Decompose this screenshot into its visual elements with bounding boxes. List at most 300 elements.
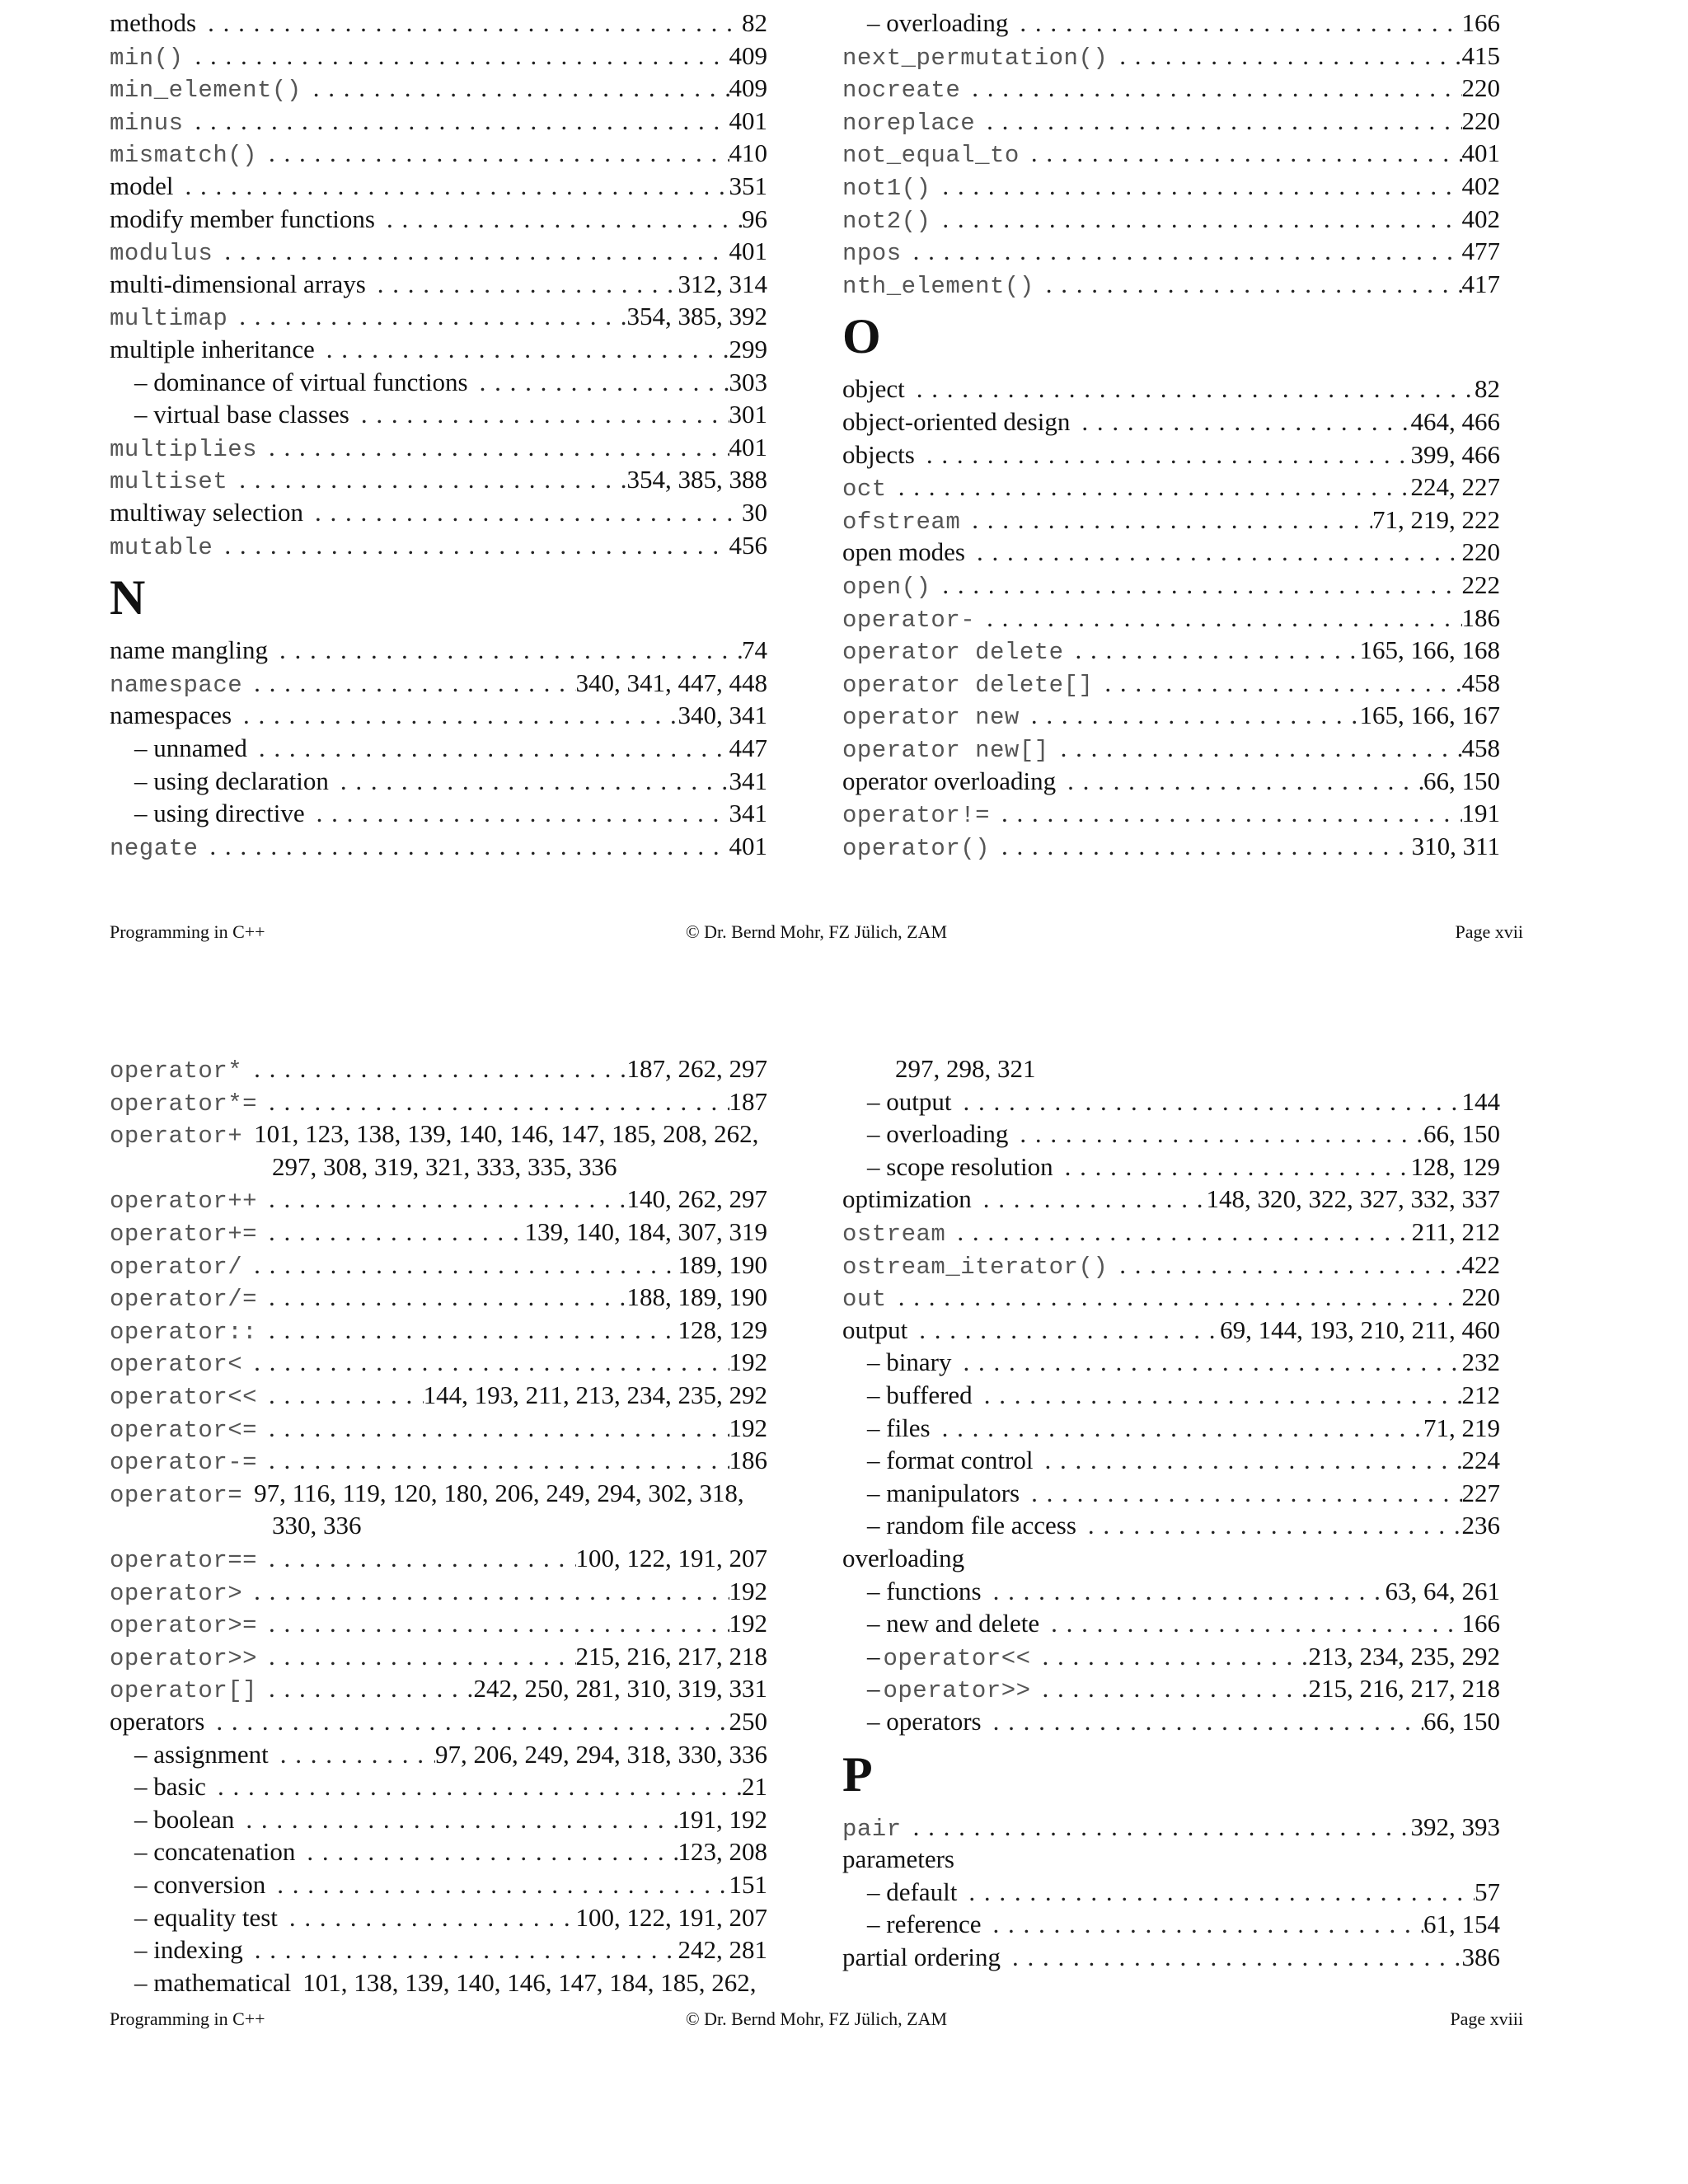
leader-dots [204,1707,729,1736]
index-term: operators [110,1707,205,1736]
page-references: 299 [729,335,767,363]
page-references: 215, 216, 217, 218 [575,1641,767,1671]
index-term: – buffered [867,1380,973,1409]
leader-dots [213,237,729,266]
leader-dots [982,1910,1423,1939]
page-references: 402 [1461,171,1500,200]
leader-dots [269,1740,435,1769]
index-term: multiset [110,468,228,496]
index-entry [842,41,1500,74]
page-references: 144, 193, 211, 213, 234, 235, 292 [423,1380,767,1409]
leader-dots [366,269,678,299]
section-letter-n: N [110,570,146,626]
index-term: operator>= [110,1612,258,1640]
leader-dots [468,368,729,397]
page-references: 447 [729,733,767,762]
leader-dots [1049,733,1462,763]
index-entry [110,1609,767,1642]
leader-dots [915,440,1411,470]
index-term: – format control [867,1446,1034,1475]
leader-dots [1053,1152,1411,1182]
index-subentry [867,1642,1500,1675]
index-subentry [867,1707,1500,1740]
index-entry [842,832,1500,865]
index-term: – mathematical [134,1967,292,1997]
index-term: ostream_iterator() [842,1253,1109,1281]
index-term: operator delete [842,639,1064,667]
index-term: oct [842,476,887,504]
index-term: – concatenation [134,1837,296,1867]
index-entry [842,1217,1500,1250]
index-term: – files [867,1413,931,1442]
index-term: objects [842,439,915,469]
index-entry [110,1544,767,1577]
leader-dots [184,41,729,71]
page-references: 191, 192 [678,1804,767,1834]
index-entry [110,1282,767,1315]
index-term: operator new[] [842,737,1049,764]
index-term: nocreate [842,77,961,105]
index-term: min_element() [110,77,302,105]
page-references: 417 [1461,269,1500,298]
footer-title: Programming in C++ [110,921,265,942]
index-subentry [867,1674,1500,1707]
page-references: 458 [1461,733,1500,762]
index-subentry [134,368,767,401]
leader-dots [268,635,742,665]
index-term: operator+ [110,1122,243,1151]
leader-dots [257,1642,575,1671]
page-references: 340, 341 [678,701,767,730]
index-entry [110,302,767,335]
page-references: 227 [1461,1478,1500,1507]
leader-dots [975,603,1461,633]
page-references: 66, 150 [1423,1707,1500,1736]
leader-dots [951,1087,1461,1117]
index-subentry [134,1740,767,1773]
page-references: 409 [729,73,767,103]
leader-dots [957,1877,1475,1907]
index-term: – using declaration [134,766,329,795]
index-term: – indexing [134,1935,243,1965]
page-references: 212 [1461,1380,1500,1409]
leader-dots [902,237,1462,266]
page-references: 188, 189, 190 [626,1282,767,1312]
index-term: – boolean [134,1804,235,1834]
leader-dots [349,400,729,429]
index-subentry [867,1380,1500,1413]
page-references: 354, 385, 388 [626,465,767,494]
index-term: multimap [110,305,228,333]
index-subentry [867,1910,1500,1943]
leader-dots [1008,1119,1423,1149]
index-term: operator/ [110,1253,243,1281]
leader-dots [1039,1609,1461,1638]
index-subentry [867,1479,1500,1511]
leader-dots [1093,668,1461,698]
leader-dots [1020,701,1360,730]
leader-dots [265,1870,729,1900]
index-entry [842,269,1500,302]
page-references: 189, 190 [678,1249,767,1279]
index-entry [842,635,1500,668]
page-references: 144 [1461,1086,1500,1116]
leader-dots [242,1054,626,1084]
index-subentry [134,733,767,766]
leader-dots [196,8,742,38]
page-references: 422 [1461,1249,1500,1279]
page-references: 186 [729,1446,767,1475]
page-references: 410 [729,138,767,168]
index-subentry [867,8,1500,41]
leader-dots [975,106,1461,136]
index-entry [842,668,1500,701]
index-term: not1() [842,175,931,202]
leader-dots [972,1184,1207,1214]
leader-dots [242,1347,729,1377]
index-entry [110,668,767,701]
index-term: negate [110,834,199,862]
index-entry [110,1674,767,1707]
leader-dots [973,1380,1462,1410]
leader-dots [1031,1674,1309,1704]
index-term: – output [867,1086,952,1116]
index-term: modulus [110,240,213,268]
index-entry [842,440,1500,473]
index-term: operator:: [110,1318,258,1346]
index-term: – default [867,1877,958,1906]
index-term: operator++ [110,1188,258,1216]
leader-dots [960,73,1461,103]
page-references: 187 [729,1086,767,1116]
page-references: 128, 129 [1410,1151,1500,1181]
index-subentry [134,799,767,832]
index-entry [110,1315,767,1348]
page-references: 401 [729,105,767,135]
leader-dots [257,1087,729,1117]
index-entry [842,472,1500,505]
page-references: 341 [729,799,767,828]
index-term: ostream [842,1221,946,1248]
page-references: 402 [1461,204,1500,233]
page-references: 192 [729,1609,767,1638]
index-term: methods [110,8,197,37]
leader-dots [242,1250,678,1280]
page-references: 341 [729,766,767,795]
page-references: 191 [1461,799,1500,828]
index-subentry [134,1805,767,1838]
page-references: 458 [1461,668,1500,697]
index-term: – scope resolution [867,1151,1053,1181]
leader-dots [227,302,626,331]
page-references: 74 [742,635,767,665]
index-term: overloading [842,1544,965,1572]
page-references: 386 [1461,1943,1500,1971]
page-references: 166 [1461,1609,1500,1638]
index-entry [842,1943,1500,1975]
page-references: 101, 123, 138, 139, 140, 146, 147, 185, 208, 262, [254,1119,759,1149]
index-entry [842,1812,1500,1845]
page-references: 100, 122, 191, 207 [575,1902,767,1932]
index-entry [110,41,767,74]
page-references: 97, 116, 119, 120, 180, 206, 249, 294, 302, 318, [254,1478,744,1507]
index-term: – overloading [867,1119,1009,1149]
page-references: 301 [729,400,767,429]
leader-dots [295,1837,678,1867]
index-subentry [867,1413,1500,1446]
index-term: nth_element() [842,272,1034,300]
index-subentry [134,1968,767,2001]
page-references: 192 [729,1347,767,1377]
page-references: 224, 227 [1410,472,1500,502]
leader-dots [302,73,729,103]
leader-dots [257,1413,729,1443]
page-references: 21 [742,1772,767,1802]
page-references: 220 [1461,537,1500,567]
leader-dots [303,498,742,527]
leader-dots [257,1446,729,1475]
page-references: 215, 216, 217, 218 [1308,1674,1500,1704]
index-term: namespace [110,671,243,699]
section-letter-p: P [842,1746,873,1802]
index-subentry [867,1511,1500,1544]
index-entry [842,1544,1500,1577]
index-term: – dominance of virtual functions [134,367,468,396]
index-entry [842,407,1500,440]
page-references: 464, 466 [1410,407,1500,436]
page-references: 409 [729,40,767,70]
index-entry [110,701,767,733]
leader-dots [315,335,729,364]
index-term: – random file access [867,1511,1076,1540]
index-term: out [842,1286,887,1314]
index-term: operator overloading [842,766,1057,795]
index-entry [842,106,1500,139]
leader-dots [213,531,729,560]
page-references: 340, 341, 447, 448 [575,668,767,697]
index-term: operator= [110,1481,243,1509]
page-references: 242, 281 [678,1935,767,1965]
page-references: 310, 311 [1411,831,1500,860]
leader-dots [990,799,1461,828]
index-term: next_permutation() [842,44,1109,72]
leader-dots [257,138,729,168]
page-references: 97, 206, 249, 294, 318, 330, 336 [435,1739,767,1769]
page-references: 101, 138, 139, 140, 146, 147, 184, 185, 262, [302,1967,757,1997]
index-term: minus [110,109,184,137]
page-references: 66, 150 [1423,766,1500,795]
page-references: 165, 166, 168 [1359,635,1500,665]
page-references: 401 [729,831,767,860]
index-entry [110,1707,767,1740]
page-references: 66, 150 [1423,1119,1500,1149]
index-term: parameters [842,1844,954,1874]
page-references: 82 [1475,374,1500,404]
leader-dots [206,1772,742,1802]
leader-dots [243,1935,678,1965]
leader-dots [982,1707,1423,1736]
index-term: operator< [110,1351,243,1379]
leader-dots [965,537,1462,567]
index-subentry [867,1577,1500,1610]
index-term: – using directive [134,799,305,828]
index-term: operator>> [883,1677,1031,1705]
index-term: mutable [110,533,213,561]
leader-dots [1031,1642,1309,1671]
page-references: 312, 314 [678,269,767,298]
index-term: npos [842,240,902,268]
subentry-dash: – [867,1641,880,1671]
index-term: operator* [110,1057,243,1085]
index-term: optimization [842,1184,972,1214]
leader-dots [198,832,729,861]
index-entry [110,1184,767,1217]
leader-dots [990,832,1412,861]
index-entry [110,1642,767,1675]
index-term: – manipulators [867,1478,1020,1507]
leader-dots [1108,41,1461,71]
index-term: open modes [842,537,965,567]
leader-dots [257,1380,424,1410]
index-subentry [134,766,767,799]
footer-copyright: © Dr. Bernd Mohr, FZ Jülich, ZAM [685,2008,948,2029]
index-entry [110,106,767,139]
index-term: – assignment [134,1739,269,1769]
page-references: 242, 250, 281, 310, 319, 331 [473,1674,767,1704]
index-term: pair [842,1815,902,1843]
leader-dots [931,204,1461,234]
index-term: name mangling [110,635,268,665]
leader-dots [1076,1511,1462,1540]
page-references: 100, 122, 191, 207 [575,1544,767,1572]
index-term: not_equal_to [842,142,1020,170]
footer-copyright: © Dr. Bernd Mohr, FZ Jülich, ZAM [685,921,948,942]
page-references: 151 [729,1870,767,1899]
leader-dots [305,799,729,828]
index-entry [110,237,767,269]
index-term: modify member functions [110,204,375,233]
index-entry [110,1479,767,1511]
index-term: namespaces [110,701,232,730]
leader-dots [1070,407,1410,437]
page-references: 140, 262, 297 [626,1184,767,1214]
page-references: 96 [742,204,767,233]
index-entry [842,374,1500,407]
index-term: – unnamed [134,733,247,762]
index-entry [842,1250,1500,1283]
index-term: output [842,1315,908,1344]
page-references: 401 [729,432,767,462]
index-entry [842,171,1500,204]
leader-dots [257,1282,626,1312]
index-term: operator() [842,834,991,862]
index-term: operator*= [110,1090,258,1118]
index-term: operator<= [110,1416,258,1444]
leader-dots [960,505,1372,535]
leader-dots [257,1674,473,1704]
leader-dots [1056,766,1423,796]
index-subentry [134,400,767,433]
index-entry [110,73,767,106]
index-subentry [867,1877,1500,1910]
leader-dots [951,1347,1461,1377]
index-term: – conversion [134,1870,266,1899]
leader-dots [905,374,1475,404]
footer-page-number: Page xvii [1455,921,1523,942]
index-term: – functions [867,1576,982,1605]
index-term: – overloading [867,8,1009,37]
index-entry [842,766,1500,799]
index-entry [110,832,767,865]
leader-dots [227,465,626,494]
subentry-dash: – [867,1674,880,1704]
index-term: ofstream [842,508,961,536]
leader-dots [931,570,1461,600]
index-entry [842,1315,1500,1348]
index-term: operator new [842,704,1020,732]
index-entry [110,335,767,368]
index-subentry [134,1935,767,1968]
leader-dots [945,1217,1411,1247]
index-term: operator>> [110,1644,258,1672]
index-entry [842,73,1500,106]
page-references: 69, 144, 193, 210, 211, 460 [1220,1315,1500,1344]
leader-dots [278,1903,576,1933]
page-references: 415 [1461,40,1500,70]
section-letter-o: O [842,309,881,364]
index-term: operator!= [842,802,991,830]
leader-dots [1064,635,1360,665]
leader-dots [887,472,1411,502]
page-references: 250 [729,1707,767,1736]
index-subentry [867,1087,1500,1120]
page-references: 71, 219 [1423,1413,1500,1442]
index-term: mismatch() [110,142,258,170]
leader-dots [329,766,729,796]
page-references: 192 [729,1413,767,1442]
index-term: multi-dimensional arrays [110,269,366,298]
index-term: operator-= [110,1449,258,1477]
page-references: 392, 393 [1410,1811,1500,1841]
index-entry [110,635,767,668]
index-term: not2() [842,207,931,235]
index-entry [110,1413,767,1446]
index-term: operator> [110,1579,243,1607]
page-references: 213, 234, 235, 292 [1308,1641,1500,1671]
index-subentry [867,1347,1500,1380]
page-references: 477 [1461,237,1500,266]
index-entry [110,498,767,531]
index-entry [842,701,1500,733]
leader-dots [887,1282,1462,1312]
index-subentry [134,1903,767,1936]
page-footer [110,2008,1523,2033]
page-references: 211, 212 [1411,1217,1500,1246]
index-term: operator/= [110,1286,258,1314]
index-term: – new and delete [867,1609,1040,1638]
leader-dots [257,1184,626,1214]
page-references: 57 [1475,1877,1500,1906]
page-references: 61, 154 [1423,1910,1500,1939]
index-term: operator<< [883,1644,1031,1672]
page-references: 186 [1461,602,1500,632]
index-subentry [867,1152,1500,1185]
index-term: – equality test [134,1902,278,1932]
leader-dots [247,733,729,763]
leader-dots [1020,1479,1461,1508]
index-term: – virtual base classes [134,400,349,429]
index-entry [110,433,767,466]
